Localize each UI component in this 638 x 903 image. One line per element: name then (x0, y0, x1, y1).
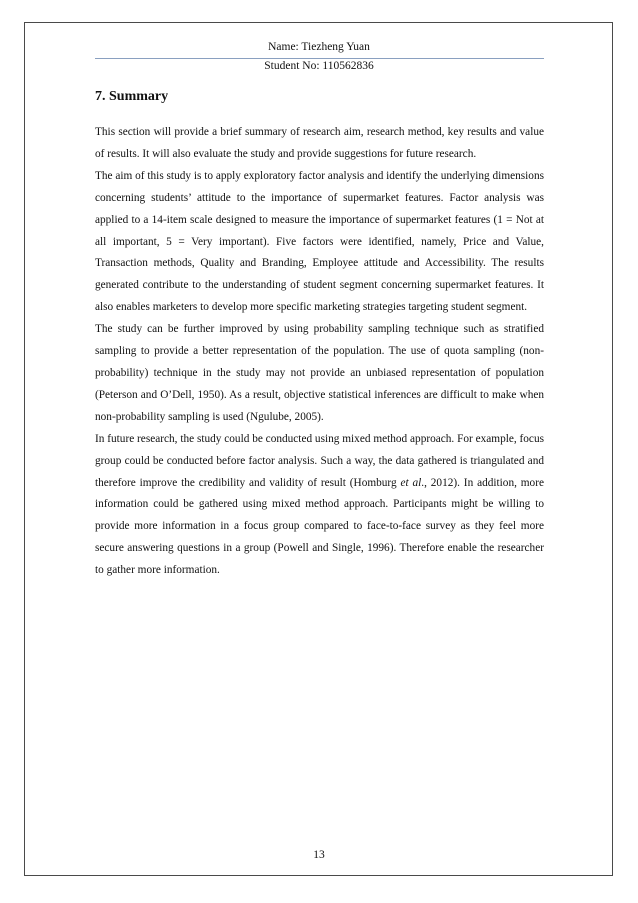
student-number: Student No: 110562836 (264, 60, 374, 72)
page-header (0, 38, 638, 76)
paragraph-future-research (95, 429, 544, 582)
citation-et-al: et al (400, 476, 422, 489)
section-title: 7. Summary (95, 89, 169, 104)
paragraph-improvement: The study can be further improved by using probability sampling technique such as stratified sampling to provide a better representation of the population. The use of quota sampling (non-probability) technique in the study may not provide an unbiased representation of population (Peterson and O’Dell, 1950). As a result, objective statistical inferences are difficult to make when non-probability sampling is used (Ngulube, 2005). (95, 323, 544, 423)
future-text-part-1: In future research, the study could be conducted using mixed method approach. For example, focus group could be conducted before factor analysis. Such a way, the data gathered is triangulated and therefore improve the credibility and validity of result (Homburg (95, 432, 544, 489)
page-number: 13 (313, 849, 325, 861)
future-text-part-2: ., 2012). In addition, more information could be gathered using mixed method approach. Participants might be willing to provide more information in a focus group compared to face-to-face survey as they feel more secure answering questions in a group (Powell and Single, 1996). Therefore enable the researcher to gather more information. (95, 476, 544, 577)
paragraph-aim: The aim of this study is to apply exploratory factor analysis and identify the underlying dimensions concerning students’ attitude to the importance of supermarket features. Factor analysis was applied to a 14-item scale designed to measure the importance of supermarket features (1 = Not at all important, 5 = Very important). Five factors were identified, namely, Price and Value, Transaction methods, Quality and Branding, Employee attitude and Accessibility. The results generated contribute to the understanding of student segment concerning supermarket features. It also enables marketers to develop more specific marketing strategies targeting student segment. (95, 169, 544, 314)
author-name: Name: Tiezheng Yuan (268, 41, 370, 53)
header-divider (95, 58, 544, 59)
summary-body (95, 122, 544, 582)
paragraph-intro: This section will provide a brief summary of research aim, research method, key results and value of results. It will also evaluate the study and provide suggestions for future research. (95, 126, 544, 160)
